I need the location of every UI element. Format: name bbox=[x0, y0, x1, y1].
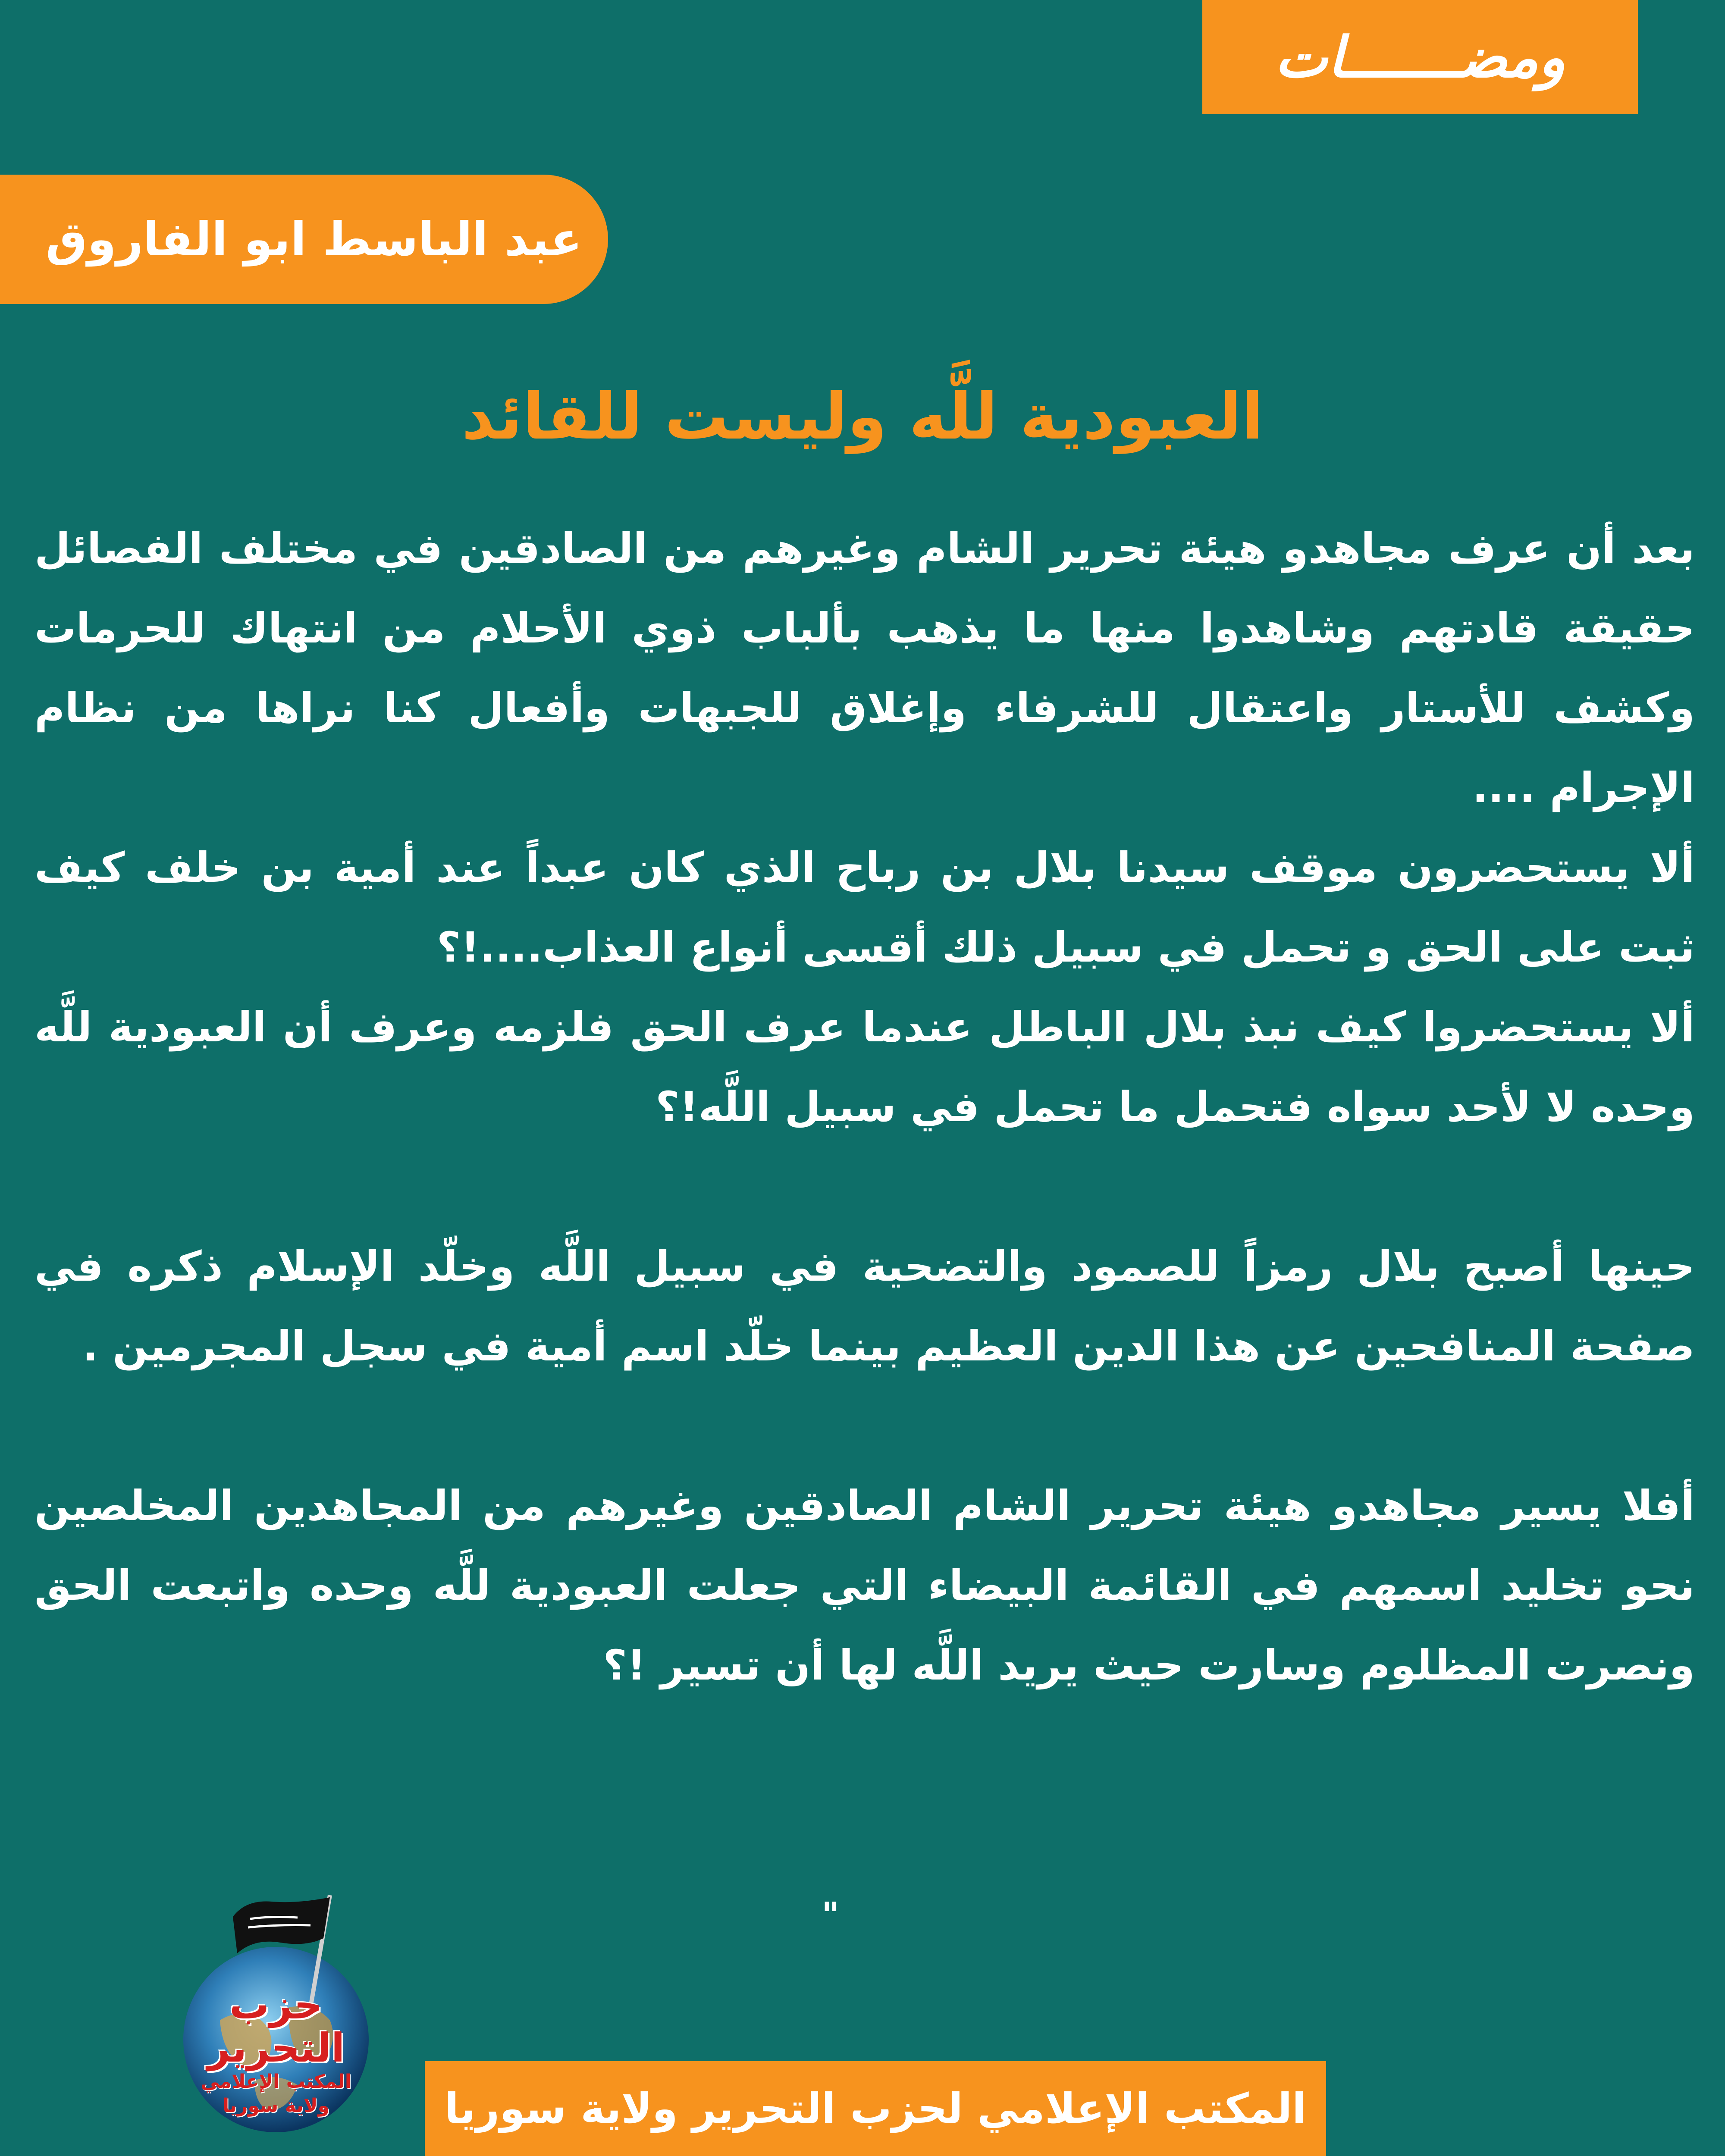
article-paragraph: ألا يستحضروا كيف نبذ بلال الباطل عندما عرف الحق فلزمه وعرف أن العبودية للَّه وحده لا لأحد سواه فتحمل ما تحمل في سبيل اللَّه!؟ bbox=[34, 1003, 1695, 1131]
logo-subtitle-province: ولاية سوريا bbox=[223, 2095, 329, 2117]
article-paragraph: ألا يستحضرون موقف سيدنا بلال بن رباح الذي كان عبداً عند أمية بن خلف كيف ثبت على الحق و تحمل في سبيل ذلك أقسى أنواع العذاب....!؟ bbox=[34, 843, 1695, 971]
footer-label: المكتب الإعلامي لحزب التحرير ولاية سوريا bbox=[444, 2084, 1307, 2133]
article-paragraph: حينها أصبح بلال رمزاً للصمود والتضحية في سبيل اللَّه وخلّد الإسلام ذكره في صفحة المنافحين عن هذا الدين العظيم بينما خلّد اسم أمية في سجل المجرمين . bbox=[34, 1242, 1695, 1370]
logo-caption bbox=[168, 1984, 384, 2118]
article-paragraph: بعد أن عرف مجاهدو هيئة تحرير الشام وغيرهم من الصادقين في مختلف الفصائل حقيقة قادتهم وشاهدوا منها ما يذهب بألباب ذوي الأحلام من انتهاك للحرمات وكشف للأستار واعتقال للشرفاء وإغلاق للجبهات وأفعال كنا نراها من نظام الإجرام .... bbox=[34, 524, 1695, 812]
article-body bbox=[34, 509, 1695, 1705]
paragraph-spacer bbox=[34, 1147, 1695, 1227]
paragraph-spacer bbox=[34, 1386, 1695, 1466]
author-name: عبد الباسط ابو الفاروق bbox=[45, 212, 582, 266]
section-badge bbox=[1202, 0, 1638, 114]
article-paragraph: أفلا يسير مجاهدو هيئة تحرير الشام الصادقين وغيرهم من المجاهدين المخلصين نحو تخليد اسمهم في القائمة البيضاء التي جعلت العبودية للَّه وحده واتبعت الحق ونصرت المظلوم وسارت حيث يريد اللَّه لها أن تسير !؟ bbox=[34, 1482, 1695, 1689]
logo-subtitle-office: المكتب الإعلامي bbox=[201, 2071, 351, 2093]
closing-quote-mark: " bbox=[822, 1895, 840, 1935]
section-badge-label: ومضـــــــات bbox=[1275, 24, 1565, 90]
author-banner bbox=[0, 175, 608, 304]
logo-title: حزب التحرير bbox=[207, 1982, 345, 2071]
article-title: العبودية للَّه وليست للقائد bbox=[461, 379, 1264, 454]
footer-banner bbox=[425, 2061, 1326, 2156]
